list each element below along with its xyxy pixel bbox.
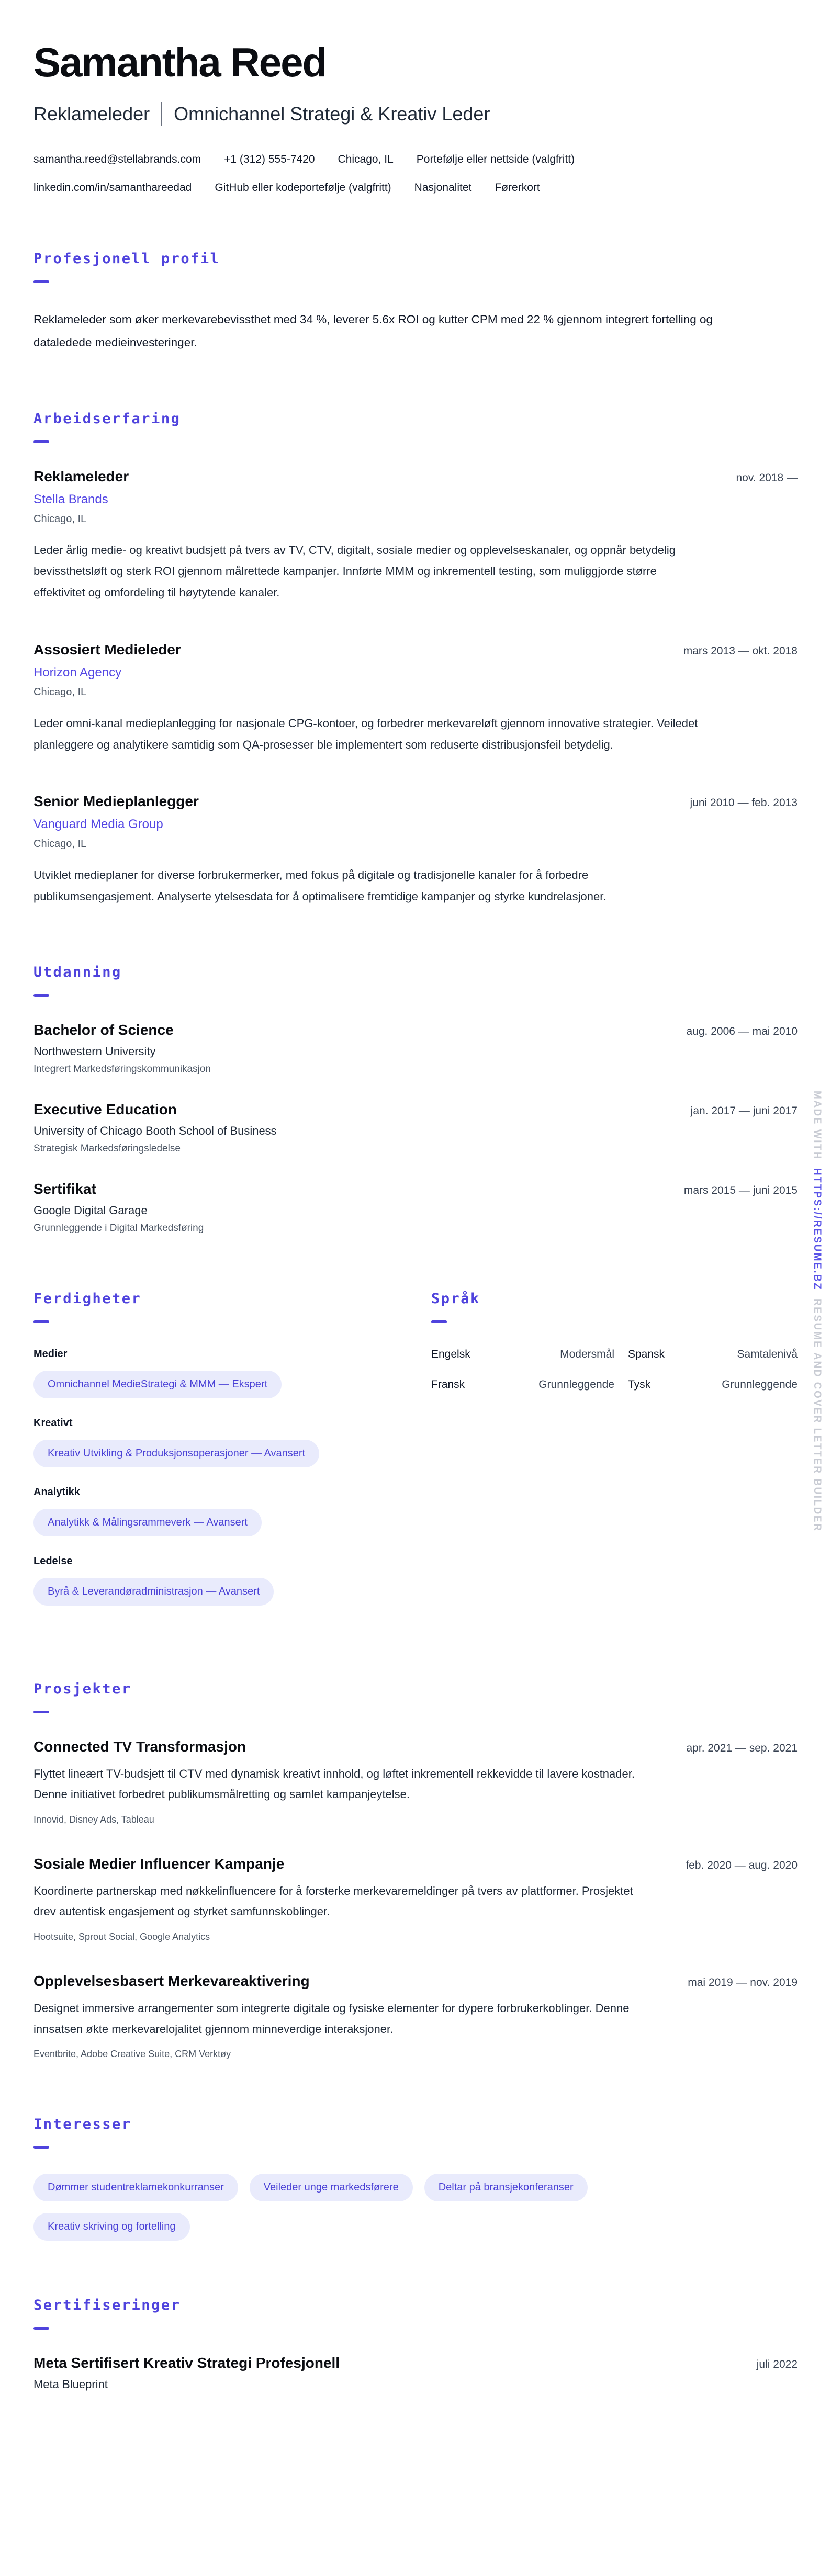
section-interests-heading: Interesser — [33, 2116, 132, 2133]
company-link[interactable]: Stella Brands — [33, 492, 108, 506]
skill-group-label: Ledelse — [33, 1555, 73, 1567]
job-title: Reklameleder — [33, 468, 129, 484]
project-tools: Innovid, Disney Ads, Tableau — [33, 1814, 154, 1825]
heading-accent-bar — [33, 1711, 49, 1713]
job-location: Chicago, IL — [33, 686, 87, 698]
degree-title: Bachelor of Science — [33, 1021, 174, 1038]
project-title: Opplevelsesbasert Merkevareaktivering — [33, 1972, 310, 1989]
education-dates: aug. 2006 — mai 2010 — [686, 1025, 798, 1037]
field-of-study: Integrert Markedsføringskommunikasjon — [33, 1063, 211, 1075]
job-location: Chicago, IL — [33, 513, 87, 525]
contact-email[interactable]: samantha.reed@stellabrands.com — [33, 153, 201, 165]
languages-grid — [431, 1348, 798, 1391]
degree-title: Executive Education — [33, 1101, 177, 1117]
contact-info — [33, 153, 798, 194]
school-name: Northwestern University — [33, 1044, 156, 1058]
contact-github-placeholder: GitHub eller kodeportefølje (valgfritt) — [215, 182, 391, 194]
job-description: Utviklet medieplaner for diverse forbrukermerker, med fokus på digitale og tradisjonelle kanaler for å forbedre publikumsengasjement. Analyserte ytelsesdata for å optimalisere fremtidige kampanjer og styrke kundrelasjoner. — [33, 868, 607, 903]
skills-column — [33, 1291, 400, 1624]
project-description: Designet immersive arrangementer som integrerte digitale og fysiske elementer for dypere forbrukerkoblinger. Denne innsatsen økte merkevarelojalitet gjennom minneverdige interaksjoner. — [33, 2001, 630, 2036]
language-level: Grunnleggende — [538, 1378, 614, 1391]
section-interests — [33, 2116, 798, 2241]
skill-badge: Kreativ Utvikling & Produksjonsoperasjoner — Avansert — [33, 1440, 319, 1467]
degree-title: Sertifikat — [33, 1180, 96, 1197]
project-title: Connected TV Transformasjon — [33, 1738, 246, 1755]
language-name: Spansk — [628, 1348, 665, 1360]
section-profile-heading: Profesjonell profil — [33, 251, 220, 267]
heading-accent-bar — [33, 2327, 49, 2330]
contact-row-1 — [33, 153, 798, 166]
skill-group — [33, 1486, 400, 1536]
certification-title: Meta Sertifisert Kreativ Strategi Profesjonell — [33, 2355, 340, 2371]
skill-group-label: Medier — [33, 1348, 68, 1360]
contact-nationality-placeholder: Nasjonalitet — [414, 182, 472, 194]
job-dates: juni 2010 — feb. 2013 — [690, 797, 798, 809]
section-experience — [33, 411, 798, 908]
project-tools: Eventbrite, Adobe Creative Suite, CRM Verktøy — [33, 2049, 231, 2060]
language-level: Samtalenivå — [737, 1348, 798, 1360]
project-entry — [33, 1738, 798, 1825]
job-title: Senior Medieplanlegger — [33, 793, 199, 810]
watermark-suffix: RESUME AND COVER LETTER BUILDER — [812, 1298, 823, 1532]
project-dates: mai 2019 — nov. 2019 — [688, 1976, 798, 1989]
project-tools: Hootsuite, Sprout Social, Google Analytics — [33, 1931, 210, 1942]
heading-accent-bar — [33, 280, 49, 283]
job-title: Assosiert Medieleder — [33, 641, 181, 658]
heading-accent-bar — [33, 440, 49, 443]
heading-accent-bar — [33, 2146, 49, 2149]
headline-divider — [161, 102, 162, 126]
job-dates: nov. 2018 — — [736, 471, 798, 484]
section-languages-heading: Språk — [431, 1290, 480, 1307]
project-entry — [33, 1973, 798, 2060]
skill-group — [33, 1417, 400, 1467]
experience-entry — [33, 468, 798, 604]
skill-group — [33, 1348, 400, 1398]
skill-badge: Omnichannel MedieStrategi & MMM — Ekspert — [33, 1371, 282, 1398]
contact-phone[interactable]: +1 (312) 555-7420 — [224, 153, 315, 165]
company-link[interactable]: Vanguard Media Group — [33, 817, 163, 832]
contact-license-placeholder: Førerkort — [495, 182, 540, 194]
languages-column — [431, 1291, 798, 1624]
job-dates: mars 2013 — okt. 2018 — [683, 645, 798, 657]
interest-badge: Kreativ skriving og fortelling — [33, 2213, 190, 2241]
education-entry — [33, 1101, 798, 1155]
section-certifications-heading: Sertifiseringer — [33, 2297, 181, 2314]
education-dates: mars 2015 — juni 2015 — [683, 1184, 798, 1196]
heading-accent-bar — [33, 1320, 49, 1323]
skill-group-label: Kreativt — [33, 1417, 73, 1429]
project-title: Sosiale Medier Influencer Kampanje — [33, 1855, 285, 1872]
language-name: Tysk — [628, 1378, 651, 1391]
section-experience-heading: Arbeidserfaring — [33, 410, 181, 427]
skill-group-label: Analytikk — [33, 1486, 80, 1498]
field-of-study: Strategisk Markedsføringsledelse — [33, 1143, 181, 1154]
experience-entry — [33, 641, 798, 755]
certification-entry — [33, 2355, 798, 2391]
section-projects — [33, 1681, 798, 2060]
contact-location: Chicago, IL — [338, 153, 394, 165]
language-level: Grunnleggende — [722, 1378, 798, 1391]
section-certifications — [33, 2297, 798, 2391]
watermark — [811, 1091, 823, 1532]
skill-badge: Byrå & Leverandøradministrasjon — Avansert — [33, 1578, 274, 1606]
project-entry — [33, 1856, 798, 1942]
language-name: Fransk — [431, 1378, 465, 1391]
job-location: Chicago, IL — [33, 838, 87, 850]
project-description: Koordinerte partnerskap med nøkkelinfluencere for å forsterke merkevaremeldinger på tvers av plattformer. Prosjektet drev autentisk engasjement og styrket samfunnskoblinger. — [33, 1884, 633, 1918]
heading-accent-bar — [33, 994, 49, 997]
section-skills-languages — [33, 1291, 798, 1624]
project-dates: feb. 2020 — aug. 2020 — [686, 1859, 798, 1871]
certification-issuer: Meta Blueprint — [33, 2378, 108, 2391]
headline-specialty: Omnichannel Strategi & Kreativ Leder — [174, 103, 490, 125]
experience-entry — [33, 793, 798, 907]
section-projects-heading: Prosjekter — [33, 1680, 132, 1697]
section-education-heading: Utdanning — [33, 964, 122, 980]
interest-badge: Deltar på bransjekonferanser — [424, 2174, 588, 2201]
interest-badge: Veileder unge markedsførere — [250, 2174, 413, 2201]
skill-badge: Analytikk & Målingsrammeverk — Avansert — [33, 1509, 262, 1536]
heading-accent-bar — [431, 1320, 447, 1323]
skill-group — [33, 1555, 400, 1606]
education-entry — [33, 1181, 798, 1234]
contact-linkedin[interactable]: linkedin.com/in/samanthareedad — [33, 182, 192, 194]
section-skills-heading: Ferdigheter — [33, 1290, 142, 1307]
profile-summary: Reklameleder som øker merkevarebevissthet med 34 %, leverer 5.6x ROI og kutter CPM med 22 % gjennom integrert fortelling og dataledede medieinvesteringer. — [33, 313, 713, 349]
contact-row-2 — [33, 182, 798, 194]
headline-role: Reklameleder — [33, 103, 150, 125]
watermark-prefix: MADE WITH — [812, 1091, 823, 1160]
school-name: University of Chicago Booth School of Business — [33, 1124, 277, 1137]
field-of-study: Grunnleggende i Digital Markedsføring — [33, 1222, 204, 1234]
language-level: Modersmål — [560, 1348, 614, 1360]
education-entry — [33, 1022, 798, 1075]
section-education — [33, 964, 798, 1234]
interest-badge: Dømmer studentreklamekonkurranser — [33, 2174, 238, 2201]
certification-date: juli 2022 — [756, 2358, 798, 2371]
watermark-link[interactable]: HTTPS://RESUME.BZ — [812, 1168, 823, 1291]
school-name: Google Digital Garage — [33, 1203, 148, 1217]
person-name: Samantha Reed — [33, 39, 327, 85]
project-dates: apr. 2021 — sep. 2021 — [686, 1742, 798, 1754]
language-name: Engelsk — [431, 1348, 470, 1360]
contact-portfolio-placeholder: Portefølje eller nettside (valgfritt) — [416, 153, 575, 165]
headline — [33, 102, 798, 126]
section-profile — [33, 251, 798, 354]
interest-badges — [33, 2174, 735, 2241]
company-link[interactable]: Horizon Agency — [33, 665, 122, 680]
job-description: Leder omni-kanal medieplanlegging for nasjonale CPG-kontoer, og forbedrer merkevareløft gjennom innovative strategier. Veiledet planleggere og analytikere samtidig som QA-prosesser ble implementert som reduserte distribusjonsfeil betydelig. — [33, 716, 698, 751]
header — [33, 39, 798, 194]
education-dates: jan. 2017 — juni 2017 — [690, 1104, 798, 1117]
job-description: Leder årlig medie- og kreativt budsjett på tvers av TV, CTV, digitalt, sosiale medier og opplevelseskanaler, og oppnår betydelig bevissthetsløft og sterk ROI gjennom målrettede kampanjer. Innførte MMM og inkrementell testing, som muliggjorde større effektivitet og omfordeling til høytytende kanaler. — [33, 543, 676, 600]
project-description: Flyttet lineært TV-budsjett til CTV med dynamisk kreativt innhold, og løftet inkrementell rekkevidde til lavere kostnader. Denne initiativet forbedret publikumsmålretting og samlet kampanjeytelse. — [33, 1767, 635, 1801]
